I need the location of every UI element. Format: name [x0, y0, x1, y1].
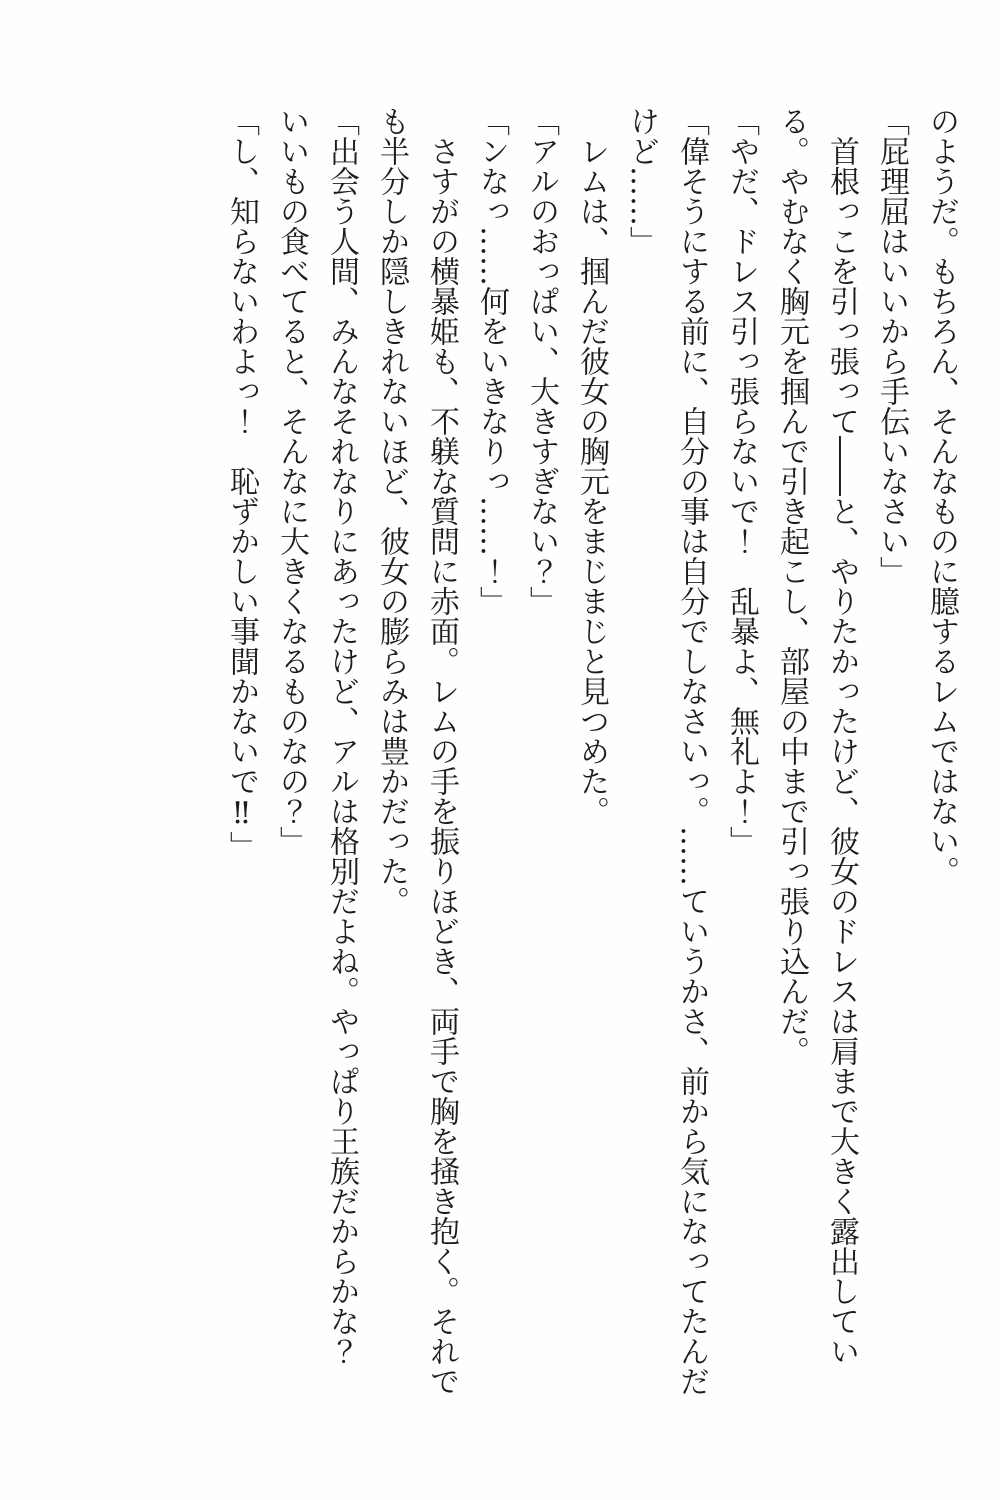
text-line: レムは、掴んだ彼女の胸元をまじまじと見つめた。 — [574, 106, 609, 826]
text-line: いいもの食べてると、そんなに大きくなるものなの？」 — [274, 106, 309, 856]
text-line: さすがの横暴姫も、不躾な質問に赤面。レムの手を振りほどき、両手で胸を掻き抱く。それで — [424, 106, 459, 1396]
text-line: 「アルのおっぱい、大きすぎない？」 — [524, 106, 559, 616]
text-line: る。やむなく胸元を掴んで引き起こし、部屋の中まで引っ張り込んだ。 — [774, 106, 809, 1066]
text-line: 「屁理屈はいいから手伝いなさい」 — [874, 106, 909, 586]
text-line: 「やだ、ドレス引っ張らないで！ 乱暴よ、無礼よ！」 — [724, 106, 759, 856]
text-line: 首根っこを引っ張って――と、やりたかったけど、彼女のドレスは肩まで大きく露出してい — [824, 106, 859, 1366]
text-block — [216, 106, 966, 1406]
text-line: 「ンなっ……何をいきなりっ……！」 — [474, 106, 509, 616]
text-line: 「し、知らないわよっ！ 恥ずかしい事聞かないで‼」 — [224, 106, 259, 861]
text-line: 「出会う人間、みんなそれなりにあったけど、アルは格別だよね。やっぱり王族だからかな？ — [324, 106, 359, 1366]
text-line: のようだ。もちろん、そんなものに臆するレムではない。 — [924, 106, 959, 886]
text-line: 「偉そうにする前に、自分の事は自分でしなさいっ。……ていうかさ、前から気になってたんだ — [674, 106, 709, 1396]
text-line: けど……」 — [624, 106, 659, 256]
text-line: も半分しか隠しきれないほど、彼女の膨らみは豊かだった。 — [374, 106, 409, 916]
